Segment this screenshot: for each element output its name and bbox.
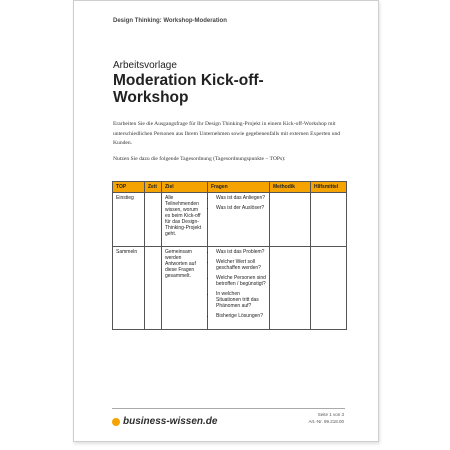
page-info bbox=[308, 412, 344, 425]
column-header: Zeit bbox=[145, 182, 162, 193]
cell-top: Einstieg bbox=[113, 193, 145, 247]
document-title: Moderation Kick-off-Workshop bbox=[113, 72, 264, 106]
cell-zeit bbox=[145, 247, 162, 330]
article-number: Art.-Nr. 99.218.00 bbox=[308, 418, 344, 424]
footer-divider bbox=[112, 408, 345, 409]
logo-text: business-wissen.de bbox=[123, 416, 218, 427]
question-item: • Was ist das Anliegen? bbox=[216, 195, 266, 201]
cell-hilfsmittel bbox=[311, 193, 347, 247]
column-header: Methodik bbox=[270, 182, 311, 193]
document-kicker: Arbeitsvorlage bbox=[113, 60, 177, 71]
cell-ziel: Gemeinsam werden Antworten auf diese Fragen gesammelt. bbox=[162, 247, 208, 330]
table-row bbox=[113, 247, 347, 330]
question-item: • Welche Personen sind betroffen / begünstigt? bbox=[216, 275, 266, 287]
page-number: Seite 1 von 3 bbox=[317, 412, 344, 417]
column-header: Fragen bbox=[208, 182, 270, 193]
question-item: • Bisherige Lösungen? bbox=[216, 313, 266, 319]
cell-zeit bbox=[145, 193, 162, 247]
cell-methodik bbox=[270, 247, 311, 330]
cell-fragen bbox=[208, 247, 270, 330]
question-item: • Was ist das Problem? bbox=[216, 249, 266, 255]
cell-hilfsmittel bbox=[311, 247, 347, 330]
page-header: Design Thinking: Workshop-Moderation bbox=[113, 18, 227, 24]
cell-fragen bbox=[208, 193, 270, 247]
column-header: Ziel bbox=[162, 182, 208, 193]
intro-paragraph: Erarbeiten Sie die Ausgangsfrage für Ihr Design Thinking-Projekt in einem Kick-off-Workshop mit unterschiedlichen Personen aus Ihrem Unternehmen sowie gegebenenfalls mit externen Experten und Kunden. bbox=[113, 121, 341, 146]
agenda-table bbox=[112, 181, 347, 330]
document-page bbox=[73, 0, 379, 442]
brand-logo bbox=[112, 416, 217, 427]
table-header-row bbox=[113, 182, 347, 193]
column-header: Hilfsmittel bbox=[311, 182, 347, 193]
question-item: • In welchen Situationen tritt das Phänomen auf? bbox=[216, 291, 266, 309]
logo-dot-icon bbox=[112, 418, 120, 426]
question-item: • Was ist der Auslöser? bbox=[216, 205, 266, 211]
cell-top: Sammeln bbox=[113, 247, 145, 330]
cell-methodik bbox=[270, 193, 311, 247]
instruction-paragraph: Nutzen Sie dazu die folgende Tagesordnung (Tagesordnungspunkte – TOPs): bbox=[113, 156, 286, 162]
table-row bbox=[113, 193, 347, 247]
question-item: • Welcher Wert soll geschaffen werden? bbox=[216, 259, 266, 271]
column-header: TOP bbox=[113, 182, 145, 193]
cell-ziel: Alle Teilnehmenden wissen, worum es beim Kick-off für das Design-Thinking-Projekt geht. bbox=[162, 193, 208, 247]
